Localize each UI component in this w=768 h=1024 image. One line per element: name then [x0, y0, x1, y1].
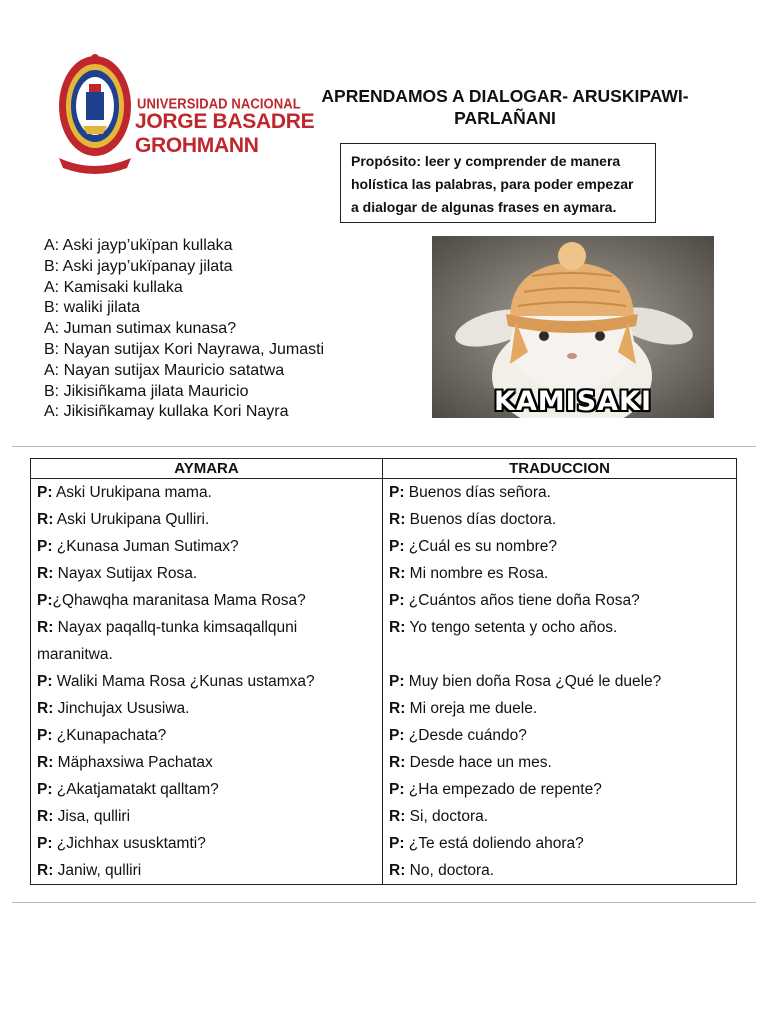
translation-cell	[383, 695, 737, 722]
translation-text: ¿Cuántos años tiene doña Rosa?	[404, 592, 640, 609]
translation-text: No, doctora.	[405, 862, 495, 879]
speaker-label: R:	[37, 808, 54, 825]
speaker-label: P:	[389, 673, 405, 690]
speaker-label: R:	[389, 619, 406, 636]
translation-cell	[383, 803, 737, 830]
aymara-cell	[31, 533, 383, 560]
aymara-cell	[31, 695, 383, 722]
university-logo	[55, 50, 315, 182]
translation-cell	[383, 668, 737, 695]
translation-text: ¿Cuál es su nombre?	[404, 538, 557, 555]
table-row	[31, 830, 737, 857]
translation-text: Desde hace un mes.	[405, 754, 552, 771]
speaker-label: P:	[37, 538, 53, 555]
aymara-cell	[31, 776, 383, 803]
translation-cell	[383, 479, 737, 507]
aymara-cell	[31, 587, 383, 614]
dialog-line: A: Aski jayp’ukïpan kullaka	[44, 237, 233, 254]
photo-caption: KAMISAKI	[493, 386, 653, 417]
speaker-label: R:	[37, 565, 54, 582]
speaker-label: R:	[37, 511, 54, 528]
aymara-text: Jinchujax Ususiwa.	[53, 700, 190, 717]
university-name-line2: GROHMANN	[135, 134, 259, 157]
translation-text: ¿Te está doliendo ahora?	[404, 835, 584, 852]
speaker-label: P:	[389, 781, 405, 798]
aymara-cell	[31, 560, 383, 587]
aymara-text: Mäphaxsiwa Pachatax	[53, 754, 213, 771]
aymara-text: Nayax paqallq-tunka kimsaqallquni maranitwa.	[37, 619, 298, 663]
translation-cell	[383, 560, 737, 587]
bunny-photo	[432, 236, 714, 418]
translation-cell	[383, 857, 737, 885]
table-row	[31, 803, 737, 830]
translation-text: Mi oreja me duele.	[405, 700, 538, 717]
table-row	[31, 533, 737, 560]
aymara-text: Aski Urukipana Qulliri.	[53, 511, 210, 528]
university-line: UNIVERSIDAD NACIONAL	[137, 95, 301, 112]
speaker-label: R:	[389, 754, 406, 771]
translation-cell	[383, 830, 737, 857]
aymara-text: ¿Kunapachata?	[52, 727, 167, 744]
aymara-text: ¿Jichhax ususktamti?	[52, 835, 206, 852]
table-row	[31, 560, 737, 587]
table-row	[31, 479, 737, 507]
translation-cell	[383, 614, 737, 668]
speaker-label: P:	[37, 835, 53, 852]
divider-top	[12, 446, 756, 447]
speaker-label: R:	[389, 808, 406, 825]
translation-text: Mi nombre es Rosa.	[405, 565, 549, 582]
table-row	[31, 776, 737, 803]
translation-text: Muy bien doña Rosa ¿Qué le duele?	[404, 673, 662, 690]
speaker-label: R:	[389, 700, 406, 717]
translation-text: Yo tengo setenta y ocho años.	[405, 619, 618, 636]
speaker-label: R:	[37, 700, 54, 717]
dialog-line: B: waliki jilata	[44, 299, 141, 317]
speaker-label: R:	[389, 511, 406, 528]
translation-cell	[383, 506, 737, 533]
aymara-text: ¿Akatjamatakt qalltam?	[52, 781, 219, 798]
translation-cell	[383, 533, 737, 560]
table-row	[31, 857, 737, 885]
aymara-cell	[31, 722, 383, 749]
translation-text: Buenos días señora.	[404, 484, 551, 501]
dialog-table	[30, 458, 737, 885]
aymara-text: Nayax Sutijax Rosa.	[53, 565, 198, 582]
university-seal-icon	[55, 50, 137, 178]
speaker-label: P:	[389, 592, 405, 609]
table-row	[31, 749, 737, 776]
speaker-label: P:	[389, 538, 405, 555]
table-row	[31, 587, 737, 614]
university-name-line1: JORGE BASADRE	[135, 110, 315, 133]
speaker-label: P:	[37, 592, 53, 609]
translation-cell	[383, 776, 737, 803]
aymara-cell	[31, 749, 383, 776]
aymara-text: ¿Qhawqha maranitasa Mama Rosa?	[52, 592, 306, 609]
aymara-cell	[31, 668, 383, 695]
aymara-text: Jisa, qulliri	[53, 808, 131, 825]
translation-cell	[383, 587, 737, 614]
table-header-row	[31, 459, 737, 479]
translation-text: ¿Desde cuándo?	[404, 727, 527, 744]
speaker-label: R:	[389, 862, 406, 879]
speaker-label: P:	[389, 484, 405, 501]
dialog-line: A: Nayan sutijax Mauricio satatwa	[44, 361, 285, 379]
table-row	[31, 506, 737, 533]
speaker-label: P:	[37, 673, 53, 690]
purpose-box: Propósito: leer y comprender de manera holística las palabras, para poder empezar a dialogar de algunas frases en aymara.	[340, 143, 656, 223]
aymara-cell	[31, 506, 383, 533]
dialog-line: A: Juman sutimax kunasa?	[44, 320, 237, 338]
translation-text: ¿Ha empezado de repente?	[404, 781, 602, 798]
translation-cell	[383, 722, 737, 749]
aymara-cell	[31, 479, 383, 507]
divider-bottom	[12, 902, 756, 903]
intro-dialog	[44, 236, 324, 423]
dialog-line: A: Kamisaki kullaka	[44, 278, 183, 296]
aymara-text: Janiw, qulliri	[53, 862, 142, 879]
speaker-label: R:	[37, 862, 54, 879]
speaker-label: P:	[389, 727, 405, 744]
dialog-line: B: Aski jayp’ukïpanay jilata	[44, 257, 233, 275]
column-header-aymara: AYMARA	[31, 459, 383, 479]
speaker-label: P:	[389, 835, 405, 852]
speaker-label: P:	[37, 781, 53, 798]
aymara-cell	[31, 830, 383, 857]
page-title: APRENDAMOS A DIALOGAR- ARUSKIPAWI-PARLAÑANI	[321, 86, 689, 128]
aymara-cell	[31, 857, 383, 885]
translation-text: Si, doctora.	[405, 808, 489, 825]
aymara-text: Aski Urukipana mama.	[52, 484, 212, 501]
speaker-label: R:	[389, 565, 406, 582]
speaker-label: P:	[37, 484, 53, 501]
dialog-line: A: Jikisiñkamay kullaka Kori Nayra	[44, 403, 289, 421]
speaker-label: R:	[37, 754, 54, 771]
table-row	[31, 695, 737, 722]
dialog-line: B: Nayan sutijax Kori Nayrawa, Jumasti	[44, 340, 325, 358]
table-row	[31, 722, 737, 749]
column-header-traduccion: TRADUCCION	[383, 459, 737, 479]
speaker-label: P:	[37, 727, 53, 744]
translation-cell	[383, 749, 737, 776]
aymara-text: Waliki Mama Rosa ¿Kunas ustamxa?	[52, 673, 315, 690]
table-row	[31, 614, 737, 668]
aymara-cell	[31, 803, 383, 830]
aymara-cell	[31, 614, 383, 668]
table-row	[31, 668, 737, 695]
dialog-line: B: Jikisiñkama jilata Mauricio	[44, 382, 249, 400]
speaker-label: R:	[37, 619, 54, 636]
aymara-text: ¿Kunasa Juman Sutimax?	[52, 538, 239, 555]
translation-text: Buenos días doctora.	[405, 511, 557, 528]
